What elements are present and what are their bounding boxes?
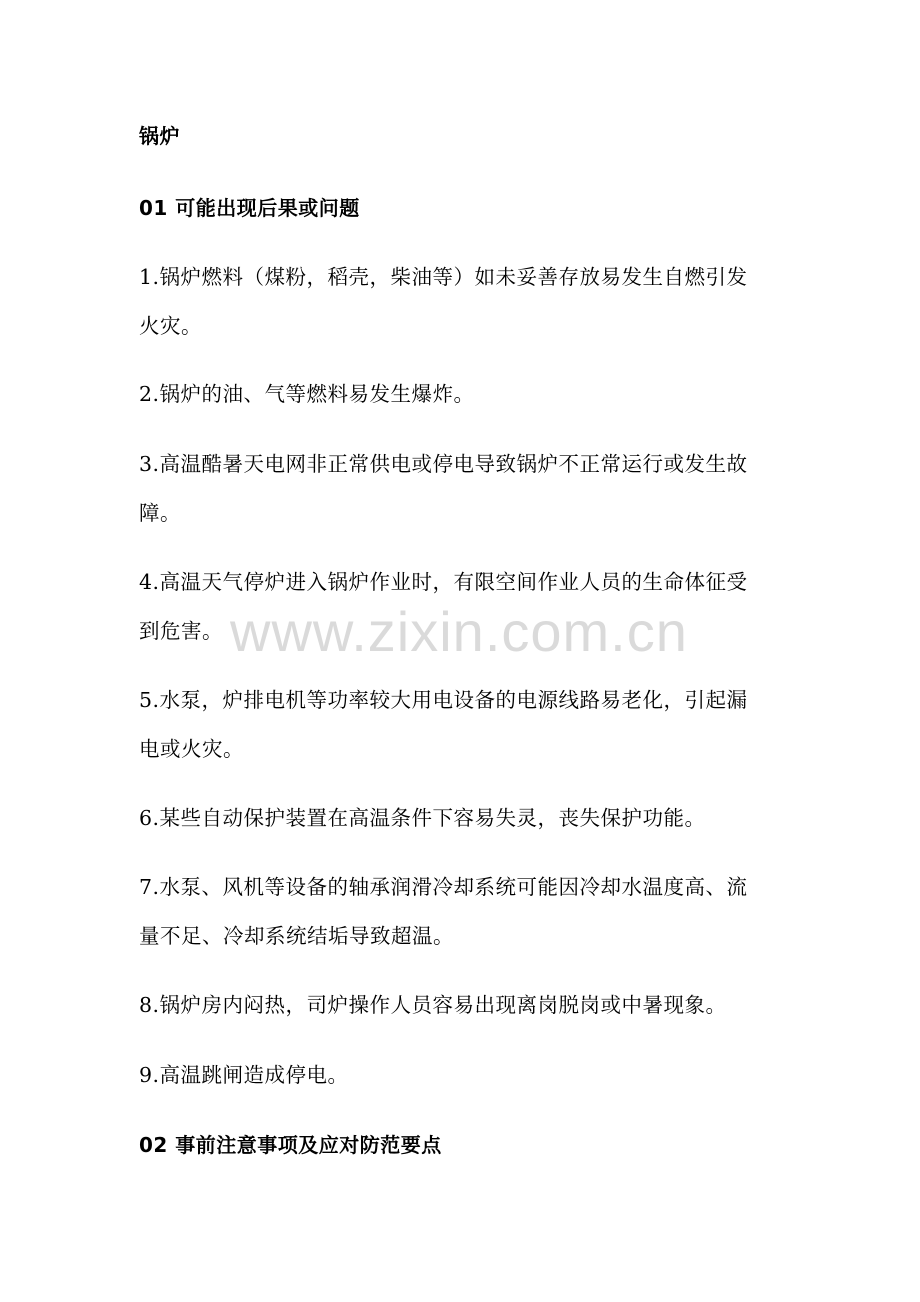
list-item-9-line-1: 9.高温跳闸造成停电。: [139, 1063, 349, 1087]
list-item-5-line-2: 电或火灾。: [139, 737, 244, 761]
document-title: 锅炉: [139, 124, 180, 148]
list-item-1-line-2: 火灾。: [139, 314, 202, 338]
list-item-3-line-1: 3.高温酷暑天电网非正常供电或停电导致锅炉不正常运行或发生故: [139, 452, 748, 476]
list-item-5-line-1: 5.水泵，炉排电机等功率较大用电设备的电源线路易老化，引起漏: [139, 688, 748, 712]
section-heading-precautions: 02 事前注意事项及应对防范要点: [139, 1133, 442, 1157]
list-item-7-line-2: 量不足、冷却系统结垢导致超温。: [139, 924, 454, 948]
watermark-text: www.zixin.com.cn: [230, 600, 688, 663]
list-item-6-line-1: 6.某些自动保护装置在高温条件下容易失灵，丧失保护功能。: [139, 806, 706, 830]
list-item-4-line-1: 4.高温天气停炉进入锅炉作业时，有限空间作业人员的生命体征受: [139, 570, 748, 594]
list-item-4-line-2: 到危害。: [139, 619, 223, 643]
list-item-8-line-1: 8.锅炉房内闷热，司炉操作人员容易出现离岗脱岗或中暑现象。: [139, 993, 727, 1017]
list-item-1-line-1: 1.锅炉燃料（煤粉，稻壳，柴油等）如未妥善存放易发生自燃引发: [139, 265, 748, 289]
section-heading-consequences: 01 可能出现后果或问题: [139, 196, 360, 220]
list-item-7-line-1: 7.水泵、风机等设备的轴承润滑冷却系统可能因冷却水温度高、流: [139, 875, 748, 899]
list-item-2-line-1: 2.锅炉的油、气等燃料易发生爆炸。: [139, 382, 475, 406]
list-item-3-line-2: 障。: [139, 501, 181, 525]
